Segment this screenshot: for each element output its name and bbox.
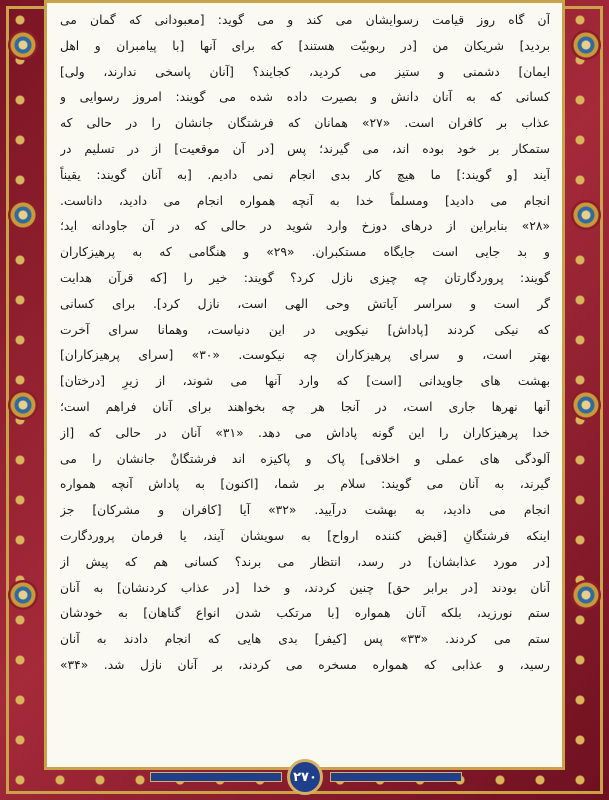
text-line: که نیکی کردند [پاداش] نیکویی در این دنیاست، وهمانا سرای آخرت <box>60 322 550 337</box>
page-number-badge: ۲۷۰ <box>287 759 323 795</box>
footer-ornament <box>330 772 462 782</box>
text-line: ستمکار بر خود بوده اند، می گیرند؛ پس [در آن موقعیت] از در تسلیم در <box>60 141 550 156</box>
ornament-icon <box>8 30 38 60</box>
ornament-icon <box>571 390 601 420</box>
ornament-icon <box>8 390 38 420</box>
text-line: کسانی که به آنان دانش و بصیرت داده شده می گویند: امروز رسوایی و <box>60 90 550 105</box>
text-line: آنان بودند [در برابر حق] چنین کردند، و خدا [در عذاب کردنشان] به آنان <box>60 580 550 595</box>
text-line: ایمان] دشمنی و ستیز می کردید، کجایند؟ [آنان پاسخی ندارند، ولی] <box>60 64 550 79</box>
text-line: ستم نورزید، بلکه آنان همواره [با مرتکب شدن انواع گناهان] به خودشان <box>60 606 550 621</box>
text-line: آن گاه روز قیامت رسوایشان می کند و می گوید: [معبودانی که گمان می <box>60 13 550 27</box>
translation-text <box>60 8 550 732</box>
text-line: و بد جایی است جایگاه مستکبران. «۲۹» و هنگامی که به پرهیزکاران <box>60 245 550 260</box>
text-line: اینکه فرشتگانِ [قبض کننده ارواح] به سویشان آیند، یا فرمان پروردگارت <box>60 528 550 543</box>
text-line: «۲۸» بنابراین از درهای دوزخ وارد شوید در حالی که در آن جاودانه اید؛ <box>60 219 550 234</box>
text-line: گویند: پروردگارتان چه چیزی نازل کرد؟ گویند: خیر را [که قرآن هدایت <box>60 270 550 285</box>
ornament-icon <box>8 200 38 230</box>
ornament-icon <box>571 30 601 60</box>
text-line: [در مورد عذابشان] در رسد، انتظار می برند؟ کسانی هم که پیش از <box>60 554 550 569</box>
text-line: بردید] شریکان من [در ربوبیّت هستند] که برای آنها [با پیامبران و اهل <box>60 38 550 53</box>
ornament-icon <box>571 200 601 230</box>
text-line: گر است و سراسر آیاتش وحی الهی است، نازل کرد]. برای کسانی <box>60 296 550 311</box>
text-line: آیند [و گویند:] ما هیچ کار بدی انجام نمی دادیم. [به آنان گویند: یقیناً <box>60 167 550 182</box>
text-line: بهتر است، و سرای پرهیزکاران چه نیکوست. «۳۰» [سرای پرهیزکاران] <box>60 348 550 363</box>
text-line: بهشت های جاویدانی [است] که وارد آنها می شوند، از زیرِ [درختان] <box>60 374 550 389</box>
ornament-icon <box>571 580 601 610</box>
text-line: گیرند، به آنان می گویند: سلام بر شما، [اکنون] به پاداش آنچه همواره <box>60 477 550 492</box>
text-line: آنها نهرها جاری است، در آنجا هر چه بخواهند برای آنان فراهم است؛ <box>60 399 550 414</box>
text-line: انجام می دادید] ومسلماً خدا به آنچه همواره انجام می دادید، داناست. <box>60 193 550 208</box>
text-line: خدا پرهیزکاران را این گونه پاداش می دهد. «۳۱» آنان در حالی که [از <box>60 425 550 440</box>
text-line: رسید، و عذابی که همواره مسخره می کردند، بر آنان نازل شد. «۳۴» <box>60 657 550 672</box>
footer-ornament <box>150 772 282 782</box>
text-line: انجام می دادید، به بهشت درآیید. «۳۲» آیا [کافران و مشرکان] جز <box>60 503 550 518</box>
text-line: آلودگی های عملی و اخلاقی] پاک و پاکیزه اند فرشتگانْ جانشان را می <box>60 451 550 466</box>
text-line: ستم می کردند. «۳۳» پس [کیفر] بدی هایی که انجام دادند به آنان <box>60 632 550 647</box>
ornament-icon <box>8 580 38 610</box>
text-line: عذاب بر کافران است. «۲۷» همانان که فرشتگان جانشان را در حالی که <box>60 116 550 131</box>
